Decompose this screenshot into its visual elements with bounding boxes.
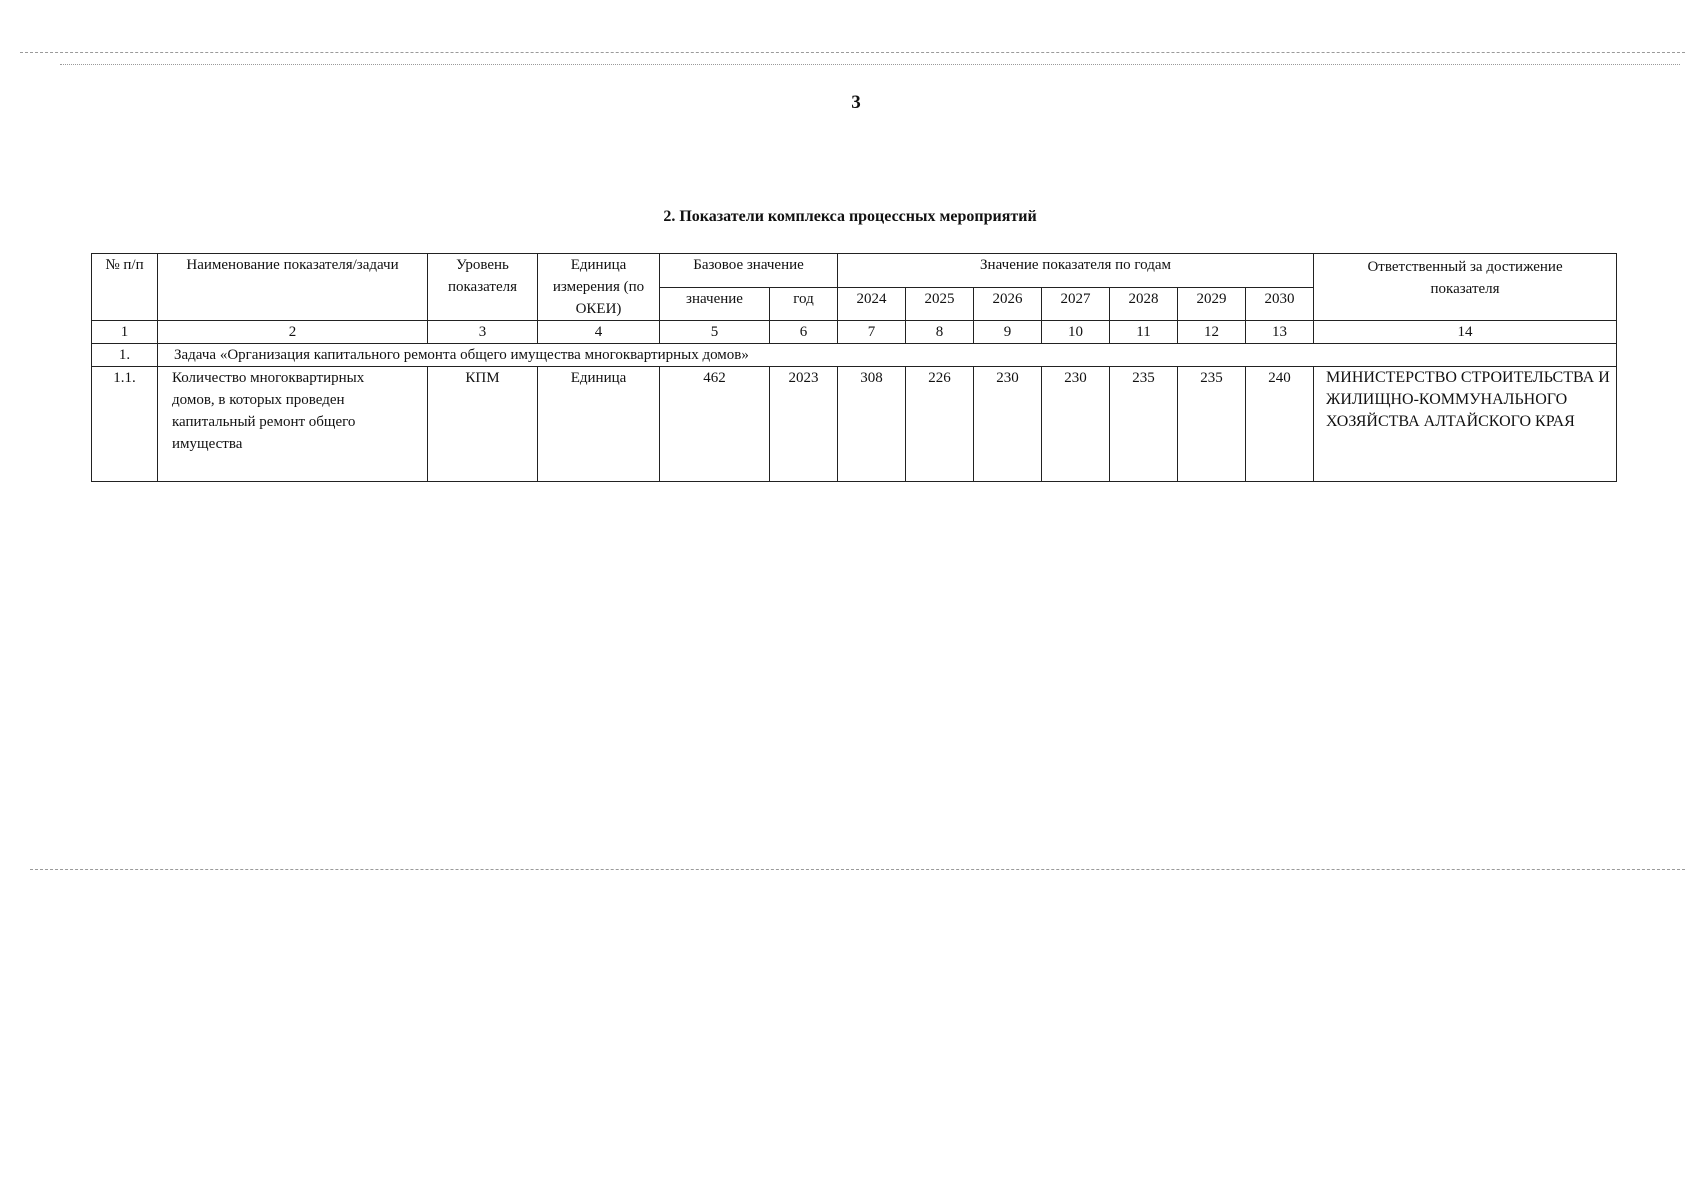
column-number: 4 — [538, 321, 660, 344]
column-number: 14 — [1314, 321, 1617, 344]
header-year-2026: 2026 — [974, 287, 1042, 321]
row-number: 1.1. — [92, 367, 158, 482]
value-2027: 230 — [1042, 367, 1110, 482]
scan-line-top — [20, 52, 1685, 53]
header-year-2029: 2029 — [1178, 287, 1246, 321]
table-row — [92, 367, 1617, 482]
header-year-2025: 2025 — [906, 287, 974, 321]
column-number: 10 — [1042, 321, 1110, 344]
base-year: 2023 — [770, 367, 838, 482]
column-number: 3 — [428, 321, 538, 344]
section-title: 2. Показатели комплекса процессных мероприятий — [663, 208, 1037, 225]
indicator-unit: Единица — [538, 367, 660, 482]
header-base-year: год — [770, 287, 838, 321]
header-base: Базовое значение — [660, 254, 838, 288]
header-responsible: Ответственный за достижение показателя — [1314, 254, 1617, 321]
header-num: № п/п — [92, 254, 158, 321]
header-name: Наименование показателя/задачи — [158, 254, 428, 321]
column-number: 7 — [838, 321, 906, 344]
scan-line-bottom — [30, 869, 1685, 870]
column-number: 12 — [1178, 321, 1246, 344]
column-number: 11 — [1110, 321, 1178, 344]
value-2026: 230 — [974, 367, 1042, 482]
base-value: 462 — [660, 367, 770, 482]
header-years-group: Значение показателя по годам — [838, 254, 1314, 288]
task-number: 1. — [92, 344, 158, 367]
column-number: 6 — [770, 321, 838, 344]
header-unit: Единица измерения (по ОКЕИ) — [538, 254, 660, 321]
value-2028: 235 — [1110, 367, 1178, 482]
indicators-table — [91, 253, 1617, 482]
column-number: 9 — [974, 321, 1042, 344]
column-number: 1 — [92, 321, 158, 344]
column-number: 13 — [1246, 321, 1314, 344]
scan-line-top-2 — [60, 64, 1680, 65]
value-2024: 308 — [838, 367, 906, 482]
header-year-2027: 2027 — [1042, 287, 1110, 321]
header-year-2028: 2028 — [1110, 287, 1178, 321]
column-number: 2 — [158, 321, 428, 344]
task-row — [92, 344, 1617, 367]
indicator-level: КПМ — [428, 367, 538, 482]
column-number: 8 — [906, 321, 974, 344]
page-number: 3 — [851, 92, 861, 113]
value-2030: 240 — [1246, 367, 1314, 482]
header-year-2024: 2024 — [838, 287, 906, 321]
indicator-name: Количество многоквартирных домов, в которых проведен капитальный ремонт общего имущества — [158, 367, 428, 482]
header-base-value: значение — [660, 287, 770, 321]
column-number-row — [92, 321, 1617, 344]
column-number: 5 — [660, 321, 770, 344]
header-level: Уровень показателя — [428, 254, 538, 321]
responsible-organization: МИНИСТЕРСТВО СТРОИТЕЛЬСТВА И ЖИЛИЩНО-КОММУНАЛЬНОГО ХОЗЯЙСТВА АЛТАЙСКОГО КРАЯ — [1314, 367, 1617, 482]
value-2025: 226 — [906, 367, 974, 482]
value-2029: 235 — [1178, 367, 1246, 482]
header-row — [92, 254, 1617, 288]
header-year-2030: 2030 — [1246, 287, 1314, 321]
task-text: Задача «Организация капитального ремонта общего имущества многоквартирных домов» — [158, 344, 1617, 367]
